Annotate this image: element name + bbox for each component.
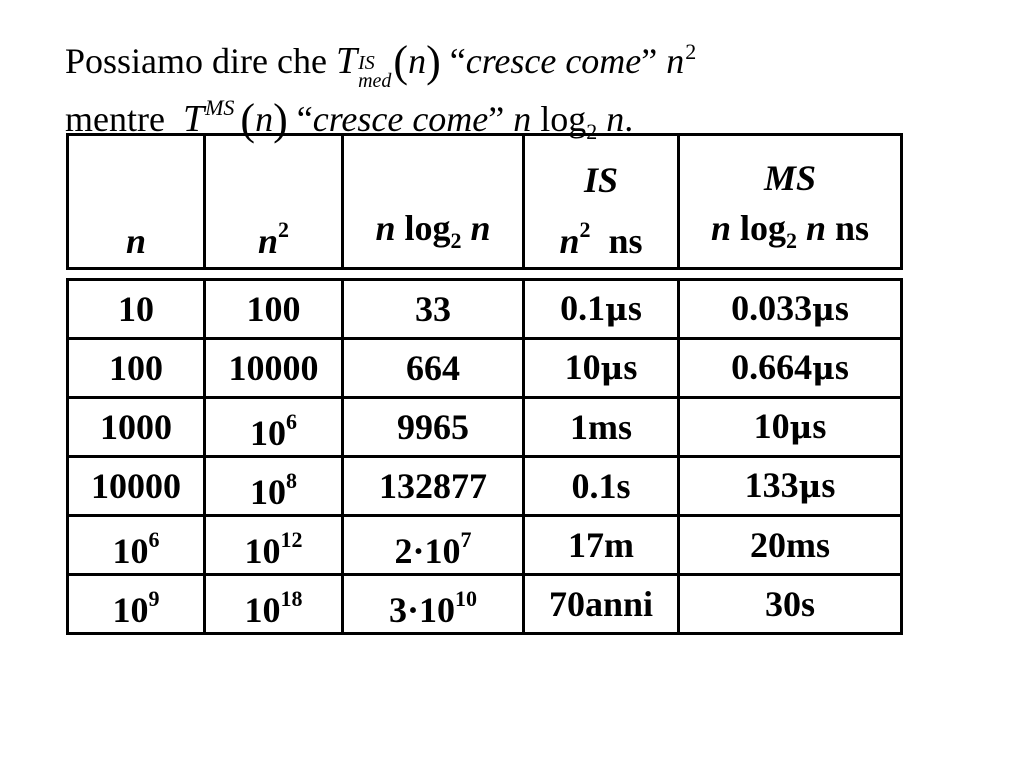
quote-open: “ (287, 99, 313, 139)
cell-value: 10 (118, 289, 154, 329)
header-n: n (710, 208, 731, 248)
cell-micro-symbol: μ (812, 292, 835, 328)
intro-text: mentre (65, 99, 183, 139)
growth-var: n (513, 99, 532, 139)
table-cell (68, 339, 205, 398)
cell-unit: s (834, 347, 849, 387)
cell-value: 17m (568, 525, 634, 565)
quoted-phrase: cresce come (465, 41, 642, 81)
growth-var-2: n (606, 99, 625, 139)
data-table (66, 278, 903, 635)
cell-value: 1ms (570, 407, 632, 447)
cell-value: 2·10 (394, 530, 461, 571)
table-row (68, 575, 902, 634)
table-cell (679, 575, 902, 634)
table-cell (524, 339, 679, 398)
cell-micro-symbol: μ (789, 410, 813, 446)
header-log: log (395, 208, 451, 248)
table-row (68, 398, 902, 457)
cell-unit: s (812, 406, 827, 446)
header-cell-ms (679, 135, 902, 269)
table-cell (343, 516, 524, 575)
cell-unit: s (821, 465, 836, 505)
cell-exponent: 18 (280, 585, 303, 611)
cell-exponent: 8 (286, 467, 297, 493)
cell-value: 10 (250, 412, 286, 453)
table-cell (524, 280, 679, 339)
header-table (66, 133, 903, 270)
cell-micro-symbol: μ (812, 351, 835, 387)
cell-value: 10 (244, 530, 281, 571)
header-n: n (125, 221, 147, 261)
table-cell (524, 516, 679, 575)
table-cell (68, 398, 205, 457)
table-row (68, 516, 902, 575)
cell-micro-symbol: μ (798, 469, 822, 505)
formula-arg: n (255, 99, 274, 139)
cell-exponent: 6 (148, 526, 160, 552)
cell-value: 10 (564, 347, 601, 387)
data-table-body (68, 280, 902, 634)
table-cell (343, 575, 524, 634)
cell-value: 0.1 (560, 288, 606, 328)
table-cell (679, 457, 902, 516)
formula-subscript: med (358, 70, 392, 92)
formula-superscript: IS (358, 52, 375, 74)
table-cell (68, 575, 205, 634)
cell-value: 0.664 (731, 347, 813, 387)
cell-value: 10000 (228, 348, 319, 388)
paren-close: ) (426, 37, 441, 86)
header-exp: 2 (278, 217, 290, 242)
period: . (624, 99, 634, 139)
table-cell (343, 280, 524, 339)
paren-open: ( (240, 95, 256, 144)
cell-exponent: 9 (148, 585, 160, 611)
quote-close: ” (488, 99, 514, 139)
header-cell-n2 (205, 135, 343, 269)
cell-exponent: 12 (280, 526, 303, 552)
header-cell-n (68, 135, 205, 269)
cell-value: 1000 (100, 407, 172, 447)
cell-value: 9965 (397, 407, 469, 447)
table-row (68, 280, 902, 339)
cell-value: 3·10 (388, 589, 455, 630)
cell-unit: s (834, 288, 849, 328)
table-cell (343, 398, 524, 457)
cell-value: 30s (764, 584, 815, 624)
table-cell (68, 280, 205, 339)
header-log-base: 2 (785, 228, 797, 253)
table-row (68, 457, 902, 516)
formula-t: T (182, 98, 205, 140)
table-cell (68, 457, 205, 516)
cell-value: 132877 (379, 466, 487, 506)
table-cell (205, 575, 343, 634)
cell-value: 10 (753, 406, 790, 446)
cell-micro-symbol: μ (605, 292, 628, 328)
header-n: n (375, 208, 396, 248)
table-cell (524, 398, 679, 457)
table-cell (524, 457, 679, 516)
header-cell-is (524, 135, 679, 269)
header-top (206, 150, 341, 210)
cell-value: 10000 (91, 466, 181, 506)
table-cell (343, 339, 524, 398)
cell-unit: s (627, 288, 642, 328)
table-row (68, 339, 902, 398)
table-cell (343, 457, 524, 516)
intro-text: Possiamo dire che (65, 41, 336, 81)
table-cell (205, 457, 343, 516)
header-n: n (257, 221, 279, 261)
header-n2: n (461, 208, 491, 248)
table-cell (68, 516, 205, 575)
growth-log: log (531, 99, 587, 139)
cell-value: 70anni (548, 584, 654, 624)
header-top (69, 161, 203, 221)
paren-open: ( (393, 37, 409, 86)
cell-value: 10 (244, 589, 281, 630)
quote-open: “ (440, 41, 466, 81)
cell-value: 20ms (750, 525, 830, 565)
formula-scripts (358, 54, 391, 90)
header-unit: ns (826, 208, 870, 248)
cell-value: 33 (415, 289, 451, 329)
cell-exponent: 7 (460, 526, 472, 552)
cell-value: 10 (250, 471, 286, 512)
growth-log-base: 2 (586, 119, 598, 144)
header-cell-nlogn (343, 135, 524, 269)
table-cell (679, 280, 902, 339)
cell-value: 133 (744, 465, 799, 505)
table-cell (679, 339, 902, 398)
header-is: IS (583, 160, 619, 200)
table-cell (524, 575, 679, 634)
cell-exponent: 6 (286, 408, 297, 434)
header-log-base: 2 (450, 228, 462, 253)
table-cell (205, 516, 343, 575)
cell-exponent: 10 (455, 585, 477, 611)
table-cell (205, 280, 343, 339)
formula-superscript: MS (205, 95, 235, 120)
header-n: n (559, 221, 580, 261)
formula-arg: n (408, 41, 427, 81)
growth-var: n (666, 41, 685, 81)
growth-exponent: 2 (685, 39, 697, 64)
header-ms: MS (763, 158, 817, 198)
table-cell (205, 339, 343, 398)
cell-value: 10 (112, 530, 149, 571)
cell-value: 664 (406, 348, 460, 388)
table-cell (205, 398, 343, 457)
cell-value: 0.1s (571, 466, 631, 506)
quote-close: ” (641, 41, 667, 81)
header-exp: 2 (579, 217, 591, 242)
cell-value: 0.033 (731, 288, 813, 328)
header-n2: n (796, 208, 827, 248)
paren-close: ) (273, 95, 288, 144)
formula-t: T (335, 40, 358, 82)
quoted-phrase: cresce come (312, 99, 489, 139)
cell-micro-symbol: μ (600, 351, 624, 387)
header-unit: ns (590, 221, 643, 261)
table-cell (679, 516, 902, 575)
cell-value: 100 (246, 289, 301, 329)
cell-value: 10 (112, 589, 149, 630)
table-cell (679, 398, 902, 457)
header-top (344, 148, 522, 208)
header-log: log (730, 208, 786, 248)
intro-line-1 (65, 32, 696, 90)
cell-unit: s (623, 347, 638, 387)
cell-value: 100 (109, 348, 163, 388)
